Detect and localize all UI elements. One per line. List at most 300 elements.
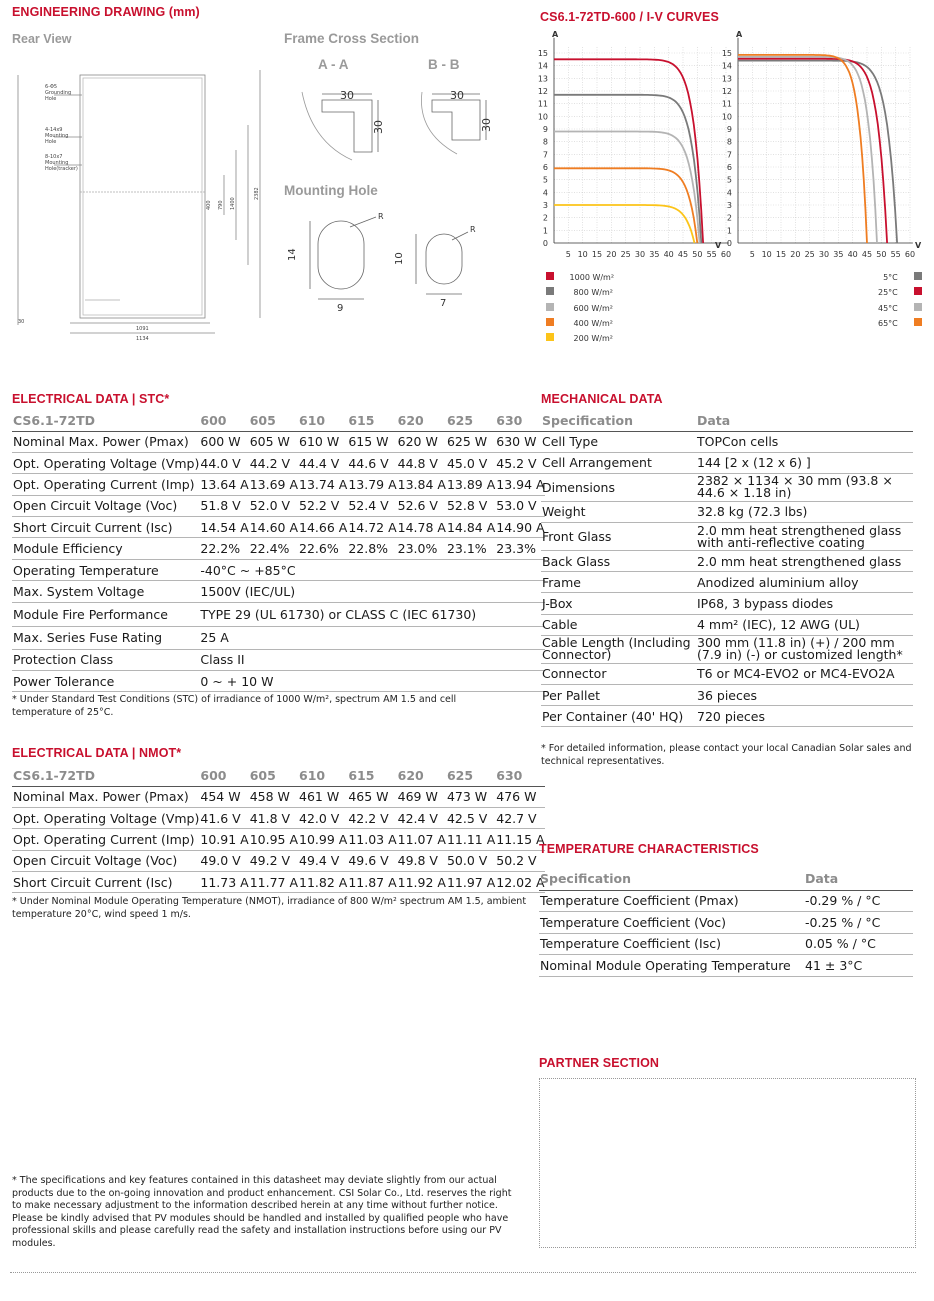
y-tick-label: 6 xyxy=(726,163,732,172)
cell-value: 620 W xyxy=(397,431,446,452)
table-row xyxy=(541,706,913,727)
cell-value: 476 W xyxy=(495,786,544,807)
cell-value: 4 mm² (IEC), 12 AWG (UL) xyxy=(696,614,913,635)
stc-table xyxy=(12,411,545,692)
table-row xyxy=(541,551,913,572)
temperature-table xyxy=(539,868,913,977)
bb-height-dim: 30 xyxy=(480,118,493,132)
row-label: J-Box xyxy=(541,593,696,614)
cell-value: 32.8 kg (72.3 lbs) xyxy=(696,501,913,522)
rear-view-drawing xyxy=(10,55,280,350)
row-label: Nominal Module Operating Temperature xyxy=(539,955,804,977)
x-tick-label: 55 xyxy=(890,250,901,259)
legend-item-5c: 5°C xyxy=(878,270,922,285)
nmot-note: * Under Nominal Module Operating Temperature (NMOT), irradiance of 800 W/m² spectrum AM 1.5, ambient temperature 20°C, wind speed 1 m/s. xyxy=(12,896,527,920)
legend-item-400: 400 W/m² xyxy=(546,316,614,331)
y-tick-label: 14 xyxy=(721,61,732,71)
table-row xyxy=(541,501,913,522)
partner-title: PARTNER SECTION xyxy=(539,1056,660,1070)
irradiance-legend xyxy=(546,270,614,346)
row-label: Max. System Voltage xyxy=(12,581,199,602)
x-tick-label: 20 xyxy=(790,250,801,259)
cell-value: 44.2 V xyxy=(249,452,298,473)
row-label: Temperature Coefficient (Isc) xyxy=(539,933,804,955)
disclaimer: * The specifications and key features contained in this datasheet may deviate slightly from our actual products due to the on-going innovation and product enhancement. CSI Solar Co., Ltd. reserves the right to make necessary adjustment to the information described herein at any time without further notice. Please be kindly advised that PV modules should be handled and installed by qualified people who have professional skills and please carefully read the safety and installation instructions before using our PV modules. xyxy=(12,1175,512,1249)
cell-value: 23.0% xyxy=(397,538,446,559)
mechanical-table xyxy=(541,411,913,727)
table-row xyxy=(12,786,545,807)
cell-value: 2.0 mm heat strengthened glass with anti-reflective coating xyxy=(696,523,913,551)
y-unit-label: A xyxy=(552,30,559,39)
cell-value: 615 W xyxy=(347,431,396,452)
table-row xyxy=(12,517,545,538)
x-unit-label: V xyxy=(915,241,922,250)
y-tick-label: 10 xyxy=(721,112,732,122)
y-tick-label: 11 xyxy=(721,99,732,109)
table-row xyxy=(12,829,545,850)
svg-text:1134: 1134 xyxy=(136,336,149,342)
cell-value: Anodized aluminium alloy xyxy=(696,572,913,593)
x-tick-label: 10 xyxy=(577,250,588,259)
y-tick-label: 12 xyxy=(721,87,732,96)
cell-value: 41 ± 3°C xyxy=(804,955,913,977)
row-label: Short Circuit Current (Isc) xyxy=(12,872,199,893)
stc-header-row: CS6.1-72TD 600 605 610 615 620 625 630 xyxy=(12,411,545,431)
cell-value: 22.8% xyxy=(347,538,396,559)
x-tick-label: 30 xyxy=(818,250,830,259)
x-tick-label: 5 xyxy=(565,250,571,259)
iv-curve-irradiance-5 xyxy=(554,205,695,243)
cell-value: TYPE 29 (UL 61730) or CLASS C (IEC 61730) xyxy=(199,602,544,626)
y-tick-label: 13 xyxy=(721,74,732,84)
row-label: Opt. Operating Voltage (Vmp) xyxy=(12,452,199,473)
cell-value: 22.4% xyxy=(249,538,298,559)
nmot-header-row: CS6.1-72TD 600 605 610 615 620 625 630 xyxy=(12,766,545,786)
hole2-width: 7 xyxy=(440,298,447,309)
bb-width-dim: 30 xyxy=(450,89,464,102)
nmot-table xyxy=(12,766,545,893)
table-row xyxy=(12,431,545,452)
cell-value: 11.87 A xyxy=(347,872,396,893)
iv-curve-irradiance-3 xyxy=(554,132,700,244)
table-row xyxy=(541,685,913,706)
cell-value: 14.72 A xyxy=(347,517,396,538)
stc-note: * Under Standard Test Conditions (STC) of irradiance of 1000 W/m², spectrum AM 1.5 and cell temperature of 25°C. xyxy=(12,694,457,718)
y-tick-label: 0 xyxy=(726,239,732,248)
y-tick-label: 4 xyxy=(542,188,548,198)
rear-view-label: Rear View xyxy=(12,32,72,46)
row-label: Max. Series Fuse Rating xyxy=(12,626,199,649)
cell-value: -40°C ~ +85°C xyxy=(199,559,544,580)
mounting-hole-label: Mounting Hole xyxy=(284,183,378,198)
iv-curves-title: CS6.1-72TD-600 / I-V CURVES xyxy=(540,10,719,24)
cell-value: Class II xyxy=(199,649,544,670)
cell-value: 0 ~ + 10 W xyxy=(199,671,544,692)
iv-curve-temperature-2 xyxy=(738,59,887,243)
row-label: Opt. Operating Current (Imp) xyxy=(12,474,199,495)
cell-value: 42.5 V xyxy=(446,807,495,828)
cell-value: 36 pieces xyxy=(696,685,913,706)
y-tick-label: 1 xyxy=(726,226,732,236)
svg-text:4-14x9: 4-14x9 xyxy=(45,127,63,133)
legend-item-65c: 65°C xyxy=(878,316,922,331)
table-row xyxy=(12,559,545,580)
table-row xyxy=(541,614,913,635)
mounting-hole-10x7-drawing xyxy=(392,220,492,315)
y-tick-label: 0 xyxy=(542,239,548,248)
row-label: Cable Length (Including Connector) xyxy=(541,635,696,663)
y-unit-label: A xyxy=(736,30,743,39)
row-label: Front Glass xyxy=(541,523,696,551)
frame-cross-section-label: Frame Cross Section xyxy=(284,31,420,46)
svg-text:Hole: Hole xyxy=(45,139,57,145)
nmot-title: ELECTRICAL DATA | NMOT* xyxy=(12,746,182,760)
x-tick-label: 50 xyxy=(692,250,703,259)
hole2-height: 10 xyxy=(394,252,405,265)
cell-value: 49.8 V xyxy=(397,850,446,871)
x-tick-label: 45 xyxy=(677,250,689,259)
table-row xyxy=(541,572,913,593)
svg-text:790: 790 xyxy=(218,200,224,210)
row-label: Back Glass xyxy=(541,551,696,572)
table-row xyxy=(12,581,545,602)
svg-text:1400: 1400 xyxy=(230,197,236,210)
cell-value: 13.69 A xyxy=(249,474,298,495)
table-row xyxy=(12,626,545,649)
cell-value: 41.8 V xyxy=(249,807,298,828)
cell-value: 45.2 V xyxy=(495,452,544,473)
iv-curves-chart xyxy=(530,28,930,270)
row-label: Operating Temperature xyxy=(12,559,199,580)
row-label: Protection Class xyxy=(12,649,199,670)
table-row xyxy=(12,452,545,473)
x-tick-label: 15 xyxy=(775,250,787,259)
cell-value: 13.94 A xyxy=(495,474,544,495)
cell-value: 11.92 A xyxy=(397,872,446,893)
y-tick-label: 6 xyxy=(542,163,548,172)
legend-item-200: 200 W/m² xyxy=(546,331,614,346)
cell-value: 473 W xyxy=(446,786,495,807)
y-tick-label: 14 xyxy=(537,61,548,71)
y-tick-label: 13 xyxy=(537,74,548,84)
cell-value: -0.25 % / °C xyxy=(804,912,913,934)
cell-value: 458 W xyxy=(249,786,298,807)
cell-value: 0.05 % / °C xyxy=(804,933,913,955)
table-row xyxy=(541,663,913,684)
table-row xyxy=(541,452,913,473)
row-label: Open Circuit Voltage (Voc) xyxy=(12,850,199,871)
row-label: Cell Type xyxy=(541,431,696,452)
svg-text:Hole: Hole xyxy=(45,96,57,102)
x-tick-label: 60 xyxy=(904,250,916,259)
y-tick-label: 15 xyxy=(721,49,732,58)
row-label: Opt. Operating Voltage (Vmp) xyxy=(12,807,199,828)
x-tick-label: 30 xyxy=(634,250,646,259)
cell-value: 465 W xyxy=(347,786,396,807)
cell-value: 49.4 V xyxy=(298,850,347,871)
temperature-title: TEMPERATURE CHARACTERISTICS xyxy=(539,842,759,856)
y-tick-label: 8 xyxy=(726,137,732,147)
section-bb-label: B - B xyxy=(428,57,460,72)
svg-text:400: 400 xyxy=(206,200,212,210)
cell-value: 49.6 V xyxy=(347,850,396,871)
y-tick-label: 5 xyxy=(726,175,732,185)
cell-value: 23.1% xyxy=(446,538,495,559)
cell-value: 461 W xyxy=(298,786,347,807)
table-row xyxy=(539,890,913,912)
cell-value: 11.07 A xyxy=(397,829,446,850)
y-tick-label: 7 xyxy=(542,150,548,160)
table-row xyxy=(541,473,913,501)
svg-text:Hole(tracker): Hole(tracker) xyxy=(45,166,78,172)
y-tick-label: 12 xyxy=(537,87,548,96)
legend-item-1000: 1000 W/m² xyxy=(546,270,614,285)
table-row xyxy=(541,523,913,551)
cell-value: 13.74 A xyxy=(298,474,347,495)
cell-value: -0.29 % / °C xyxy=(804,890,913,912)
cell-value: 52.0 V xyxy=(249,495,298,516)
table-row xyxy=(541,593,913,614)
table-row xyxy=(12,850,545,871)
cell-value: 22.6% xyxy=(298,538,347,559)
cell-value: 610 W xyxy=(298,431,347,452)
iv-curve-temperature-1 xyxy=(738,61,897,243)
x-tick-label: 35 xyxy=(833,250,844,259)
row-label: Temperature Coefficient (Voc) xyxy=(539,912,804,934)
cell-value: 42.4 V xyxy=(397,807,446,828)
row-label: Frame xyxy=(541,572,696,593)
cell-value: 44.6 V xyxy=(347,452,396,473)
iv-curve-temperature-3 xyxy=(738,57,877,243)
table-row xyxy=(539,955,913,977)
cell-value: 13.84 A xyxy=(397,474,446,495)
x-tick-label: 25 xyxy=(620,250,631,259)
hole2-radius: R xyxy=(470,225,476,234)
cell-value: 44.8 V xyxy=(397,452,446,473)
cell-value: 14.90 A xyxy=(495,517,544,538)
y-tick-label: 3 xyxy=(726,201,732,210)
row-label: Dimensions xyxy=(541,473,696,501)
cell-value: 49.2 V xyxy=(249,850,298,871)
iv-curve-irradiance-1 xyxy=(554,59,703,243)
legend-item-800: 800 W/m² xyxy=(546,285,614,300)
cell-value: 14.60 A xyxy=(249,517,298,538)
row-label: Connector xyxy=(541,663,696,684)
engineering-drawing-title: ENGINEERING DRAWING (mm) xyxy=(12,5,200,19)
cell-value: 25 A xyxy=(199,626,544,649)
cell-value: 11.15 A xyxy=(495,829,544,850)
row-label: Per Container (40' HQ) xyxy=(541,706,696,727)
y-tick-label: 8 xyxy=(542,137,548,147)
x-tick-label: 10 xyxy=(761,250,772,259)
cell-value: 44.4 V xyxy=(298,452,347,473)
cell-value: 11.77 A xyxy=(249,872,298,893)
x-tick-label: 40 xyxy=(847,250,858,259)
cell-value: T6 or MC4-EVO2 or MC4-EVO2A xyxy=(696,663,913,684)
temp-header-row: Specification Data xyxy=(539,868,913,890)
cell-value: 720 pieces xyxy=(696,706,913,727)
cell-value: 41.6 V xyxy=(199,807,248,828)
cell-value: 11.11 A xyxy=(446,829,495,850)
svg-text:1091: 1091 xyxy=(136,326,149,332)
row-label: Cable xyxy=(541,614,696,635)
y-tick-label: 3 xyxy=(542,201,548,210)
table-row xyxy=(12,807,545,828)
svg-text:2382: 2382 xyxy=(254,187,260,200)
table-row xyxy=(12,495,545,516)
cell-value: 52.2 V xyxy=(298,495,347,516)
partner-box xyxy=(539,1078,916,1248)
cell-value: 11.73 A xyxy=(199,872,248,893)
grounding-hole-note: 6-Φ5 xyxy=(45,84,58,90)
x-tick-label: 40 xyxy=(663,250,674,259)
cell-value: 14.54 A xyxy=(199,517,248,538)
mounting-hole-14x9-drawing xyxy=(280,205,390,315)
cell-value: 42.0 V xyxy=(298,807,347,828)
row-label: Power Tolerance xyxy=(12,671,199,692)
cell-value: 2.0 mm heat strengthened glass xyxy=(696,551,913,572)
row-label: Short Circuit Current (Isc) xyxy=(12,517,199,538)
cell-value: 144 [2 x (12 x 6) ] xyxy=(696,452,913,473)
row-label: Per Pallet xyxy=(541,685,696,706)
stc-title: ELECTRICAL DATA | STC* xyxy=(12,392,170,406)
hole1-radius: R xyxy=(378,212,384,221)
table-row xyxy=(12,649,545,670)
svg-text:Mounting: Mounting xyxy=(45,133,69,139)
mechanical-title: MECHANICAL DATA xyxy=(541,392,663,406)
row-label: Module Efficiency xyxy=(12,538,199,559)
x-unit-label: V xyxy=(715,241,722,250)
aa-width-dim: 30 xyxy=(340,89,354,102)
row-label: Nominal Max. Power (Pmax) xyxy=(12,786,199,807)
cell-value: 42.2 V xyxy=(347,807,396,828)
row-label: Module Fire Performance xyxy=(12,602,199,626)
cell-value: 50.2 V xyxy=(495,850,544,871)
cell-value: 10.99 A xyxy=(298,829,347,850)
cell-value: 605 W xyxy=(249,431,298,452)
aa-height-dim: 30 xyxy=(372,120,385,134)
svg-text:Mounting: Mounting xyxy=(45,160,69,166)
cell-value: 1500V (IEC/UL) xyxy=(199,581,544,602)
cell-value: 44.0 V xyxy=(199,452,248,473)
table-row xyxy=(541,431,913,452)
cell-value: 10.95 A xyxy=(249,829,298,850)
legend-item-25c: 25°C xyxy=(878,285,922,300)
svg-text:30: 30 xyxy=(18,319,25,325)
cell-value: 12.02 A xyxy=(495,872,544,893)
svg-text:Grounding: Grounding xyxy=(45,90,72,96)
cell-value: 42.7 V xyxy=(495,807,544,828)
cell-value: 13.79 A xyxy=(347,474,396,495)
section-aa-label: A - A xyxy=(318,57,349,72)
section-bb-drawing xyxy=(402,82,502,167)
iv-curve-temperature-4 xyxy=(738,55,867,243)
cell-value: 2382 × 1134 × 30 mm (93.8 × 44.6 × 1.18 in) xyxy=(696,473,913,501)
y-tick-label: 1 xyxy=(542,226,548,236)
table-row xyxy=(539,912,913,934)
x-tick-label: 55 xyxy=(706,250,717,259)
y-tick-label: 2 xyxy=(726,213,732,223)
y-tick-label: 15 xyxy=(537,49,548,58)
table-row xyxy=(12,538,545,559)
temperature-legend xyxy=(878,270,922,331)
hole1-height: 14 xyxy=(287,248,298,261)
cell-value: 52.4 V xyxy=(347,495,396,516)
x-tick-label: 5 xyxy=(749,250,755,259)
cell-value: 51.8 V xyxy=(199,495,248,516)
cell-value: TOPCon cells xyxy=(696,431,913,452)
cell-value: 50.0 V xyxy=(446,850,495,871)
cell-value: 23.3% xyxy=(495,538,544,559)
cell-value: 22.2% xyxy=(199,538,248,559)
cell-value: 11.97 A xyxy=(446,872,495,893)
panel-outline xyxy=(80,75,205,318)
table-row xyxy=(12,671,545,692)
cell-value: 600 W xyxy=(199,431,248,452)
table-row xyxy=(12,474,545,495)
mech-header-row: Specification Data xyxy=(541,411,913,431)
y-tick-label: 7 xyxy=(726,150,732,160)
y-tick-label: 5 xyxy=(542,175,548,185)
y-tick-label: 4 xyxy=(726,188,732,198)
row-label: Weight xyxy=(541,501,696,522)
hole1-width: 9 xyxy=(337,303,344,314)
table-row xyxy=(12,872,545,893)
row-label: Nominal Max. Power (Pmax) xyxy=(12,431,199,452)
y-tick-label: 10 xyxy=(537,112,548,122)
cell-value: 454 W xyxy=(199,786,248,807)
cell-value: 630 W xyxy=(495,431,544,452)
table-row xyxy=(539,933,913,955)
legend-item-600: 600 W/m² xyxy=(546,301,614,316)
x-tick-label: 45 xyxy=(861,250,873,259)
x-tick-label: 20 xyxy=(606,250,617,259)
row-label: Opt. Operating Current (Imp) xyxy=(12,829,199,850)
cell-value: 14.84 A xyxy=(446,517,495,538)
cell-value: 52.6 V xyxy=(397,495,446,516)
bottom-divider xyxy=(10,1272,916,1273)
y-tick-label: 11 xyxy=(537,99,548,109)
x-tick-label: 60 xyxy=(720,250,732,259)
cell-value: 11.03 A xyxy=(347,829,396,850)
y-tick-label: 2 xyxy=(542,213,548,223)
row-label: Cell Arrangement xyxy=(541,452,696,473)
cell-value: 49.0 V xyxy=(199,850,248,871)
y-tick-label: 9 xyxy=(542,125,548,134)
table-row xyxy=(12,602,545,626)
cell-value: 14.78 A xyxy=(397,517,446,538)
cell-value: 300 mm (11.8 in) (+) / 200 mm (7.9 in) (-) or customized length* xyxy=(696,635,913,663)
cell-value: 469 W xyxy=(397,786,446,807)
cell-value: 52.8 V xyxy=(446,495,495,516)
cell-value: 45.0 V xyxy=(446,452,495,473)
cell-value: 11.82 A xyxy=(298,872,347,893)
cell-value: 14.66 A xyxy=(298,517,347,538)
cell-value: 10.91 A xyxy=(199,829,248,850)
mechanical-note: * For detailed information, please contact your local Canadian Solar sales and technical representatives. xyxy=(541,743,912,767)
x-tick-label: 50 xyxy=(876,250,887,259)
cell-value: 625 W xyxy=(446,431,495,452)
svg-text:8-10x7: 8-10x7 xyxy=(45,154,63,160)
row-label: Temperature Coefficient (Pmax) xyxy=(539,890,804,912)
x-tick-label: 35 xyxy=(649,250,660,259)
y-tick-label: 9 xyxy=(726,125,732,134)
section-aa-drawing xyxy=(292,82,392,167)
row-label: Open Circuit Voltage (Voc) xyxy=(12,495,199,516)
cell-value: IP68, 3 bypass diodes xyxy=(696,593,913,614)
table-row xyxy=(541,635,913,663)
x-tick-label: 15 xyxy=(591,250,603,259)
